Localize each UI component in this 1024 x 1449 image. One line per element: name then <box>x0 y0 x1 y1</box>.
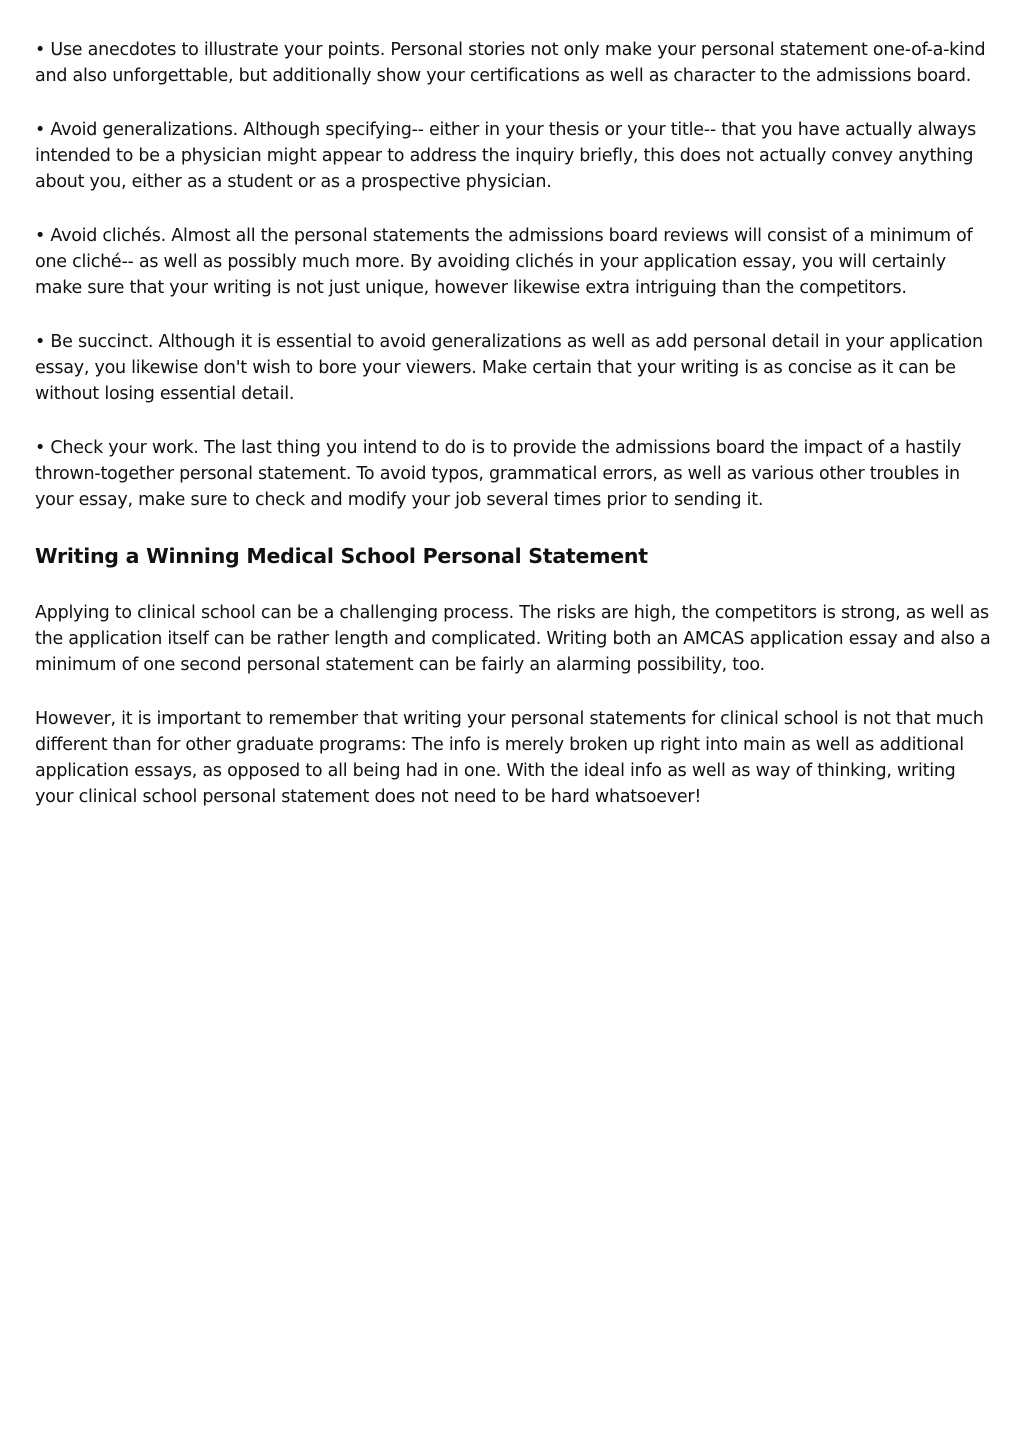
document-page <box>35 37 995 838</box>
bullet-paragraph-generalizations: • Avoid generalizations. Although specifying-- either in your thesis or your title-- that you have actually always intended to be a physician might appear to address the inquiry briefly, this does not actually convey anything about you, either as a student or as a prospective physician. <box>35 120 977 192</box>
body-paragraph-conclusion: However, it is important to remember that writing your personal statements for clinical school is not that much different than for other graduate programs: The info is merely broken up right into main as well as additional application essays, as opposed to all being had in one. With the ideal info as well as way of thinking, writing your clinical school personal statement does not need to be hard whatsoever! <box>35 709 984 807</box>
bullet-paragraph-cliches: • Avoid clichés. Almost all the personal statements the admissions board reviews will consist of a minimum of one cliché-- as well as possibly much more. By avoiding clichés in your application essay, you will certainly make sure that your writing is not just unique, however likewise extra intriguing than the competitors. <box>35 226 973 298</box>
section-heading: Writing a Winning Medical School Personal Statement <box>35 544 648 568</box>
bullet-paragraph-anecdotes: • Use anecdotes to illustrate your points. Personal stories not only make your personal statement one-of-a-kind and also unforgettable, but additionally show your certifications as well as character to the admissions board. <box>35 40 986 86</box>
bullet-paragraph-succinct: • Be succinct. Although it is essential to avoid generalizations as well as add personal detail in your application essay, you likewise don't wish to bore your viewers. Make certain that your writing is as concise as it can be without losing essential detail. <box>35 332 983 404</box>
body-paragraph-intro: Applying to clinical school can be a challenging process. The risks are high, the competitors is strong, as well as the application itself can be rather length and complicated. Writing both an AMCAS application essay and also a minimum of one second personal statement can be fairly an alarming possibility, too. <box>35 603 991 675</box>
bullet-paragraph-check-work: • Check your work. The last thing you intend to do is to provide the admissions board the impact of a hastily thrown-together personal statement. To avoid typos, grammatical errors, as well as various other troubles in your essay, make sure to check and modify your job several times prior to sending it. <box>35 438 962 510</box>
